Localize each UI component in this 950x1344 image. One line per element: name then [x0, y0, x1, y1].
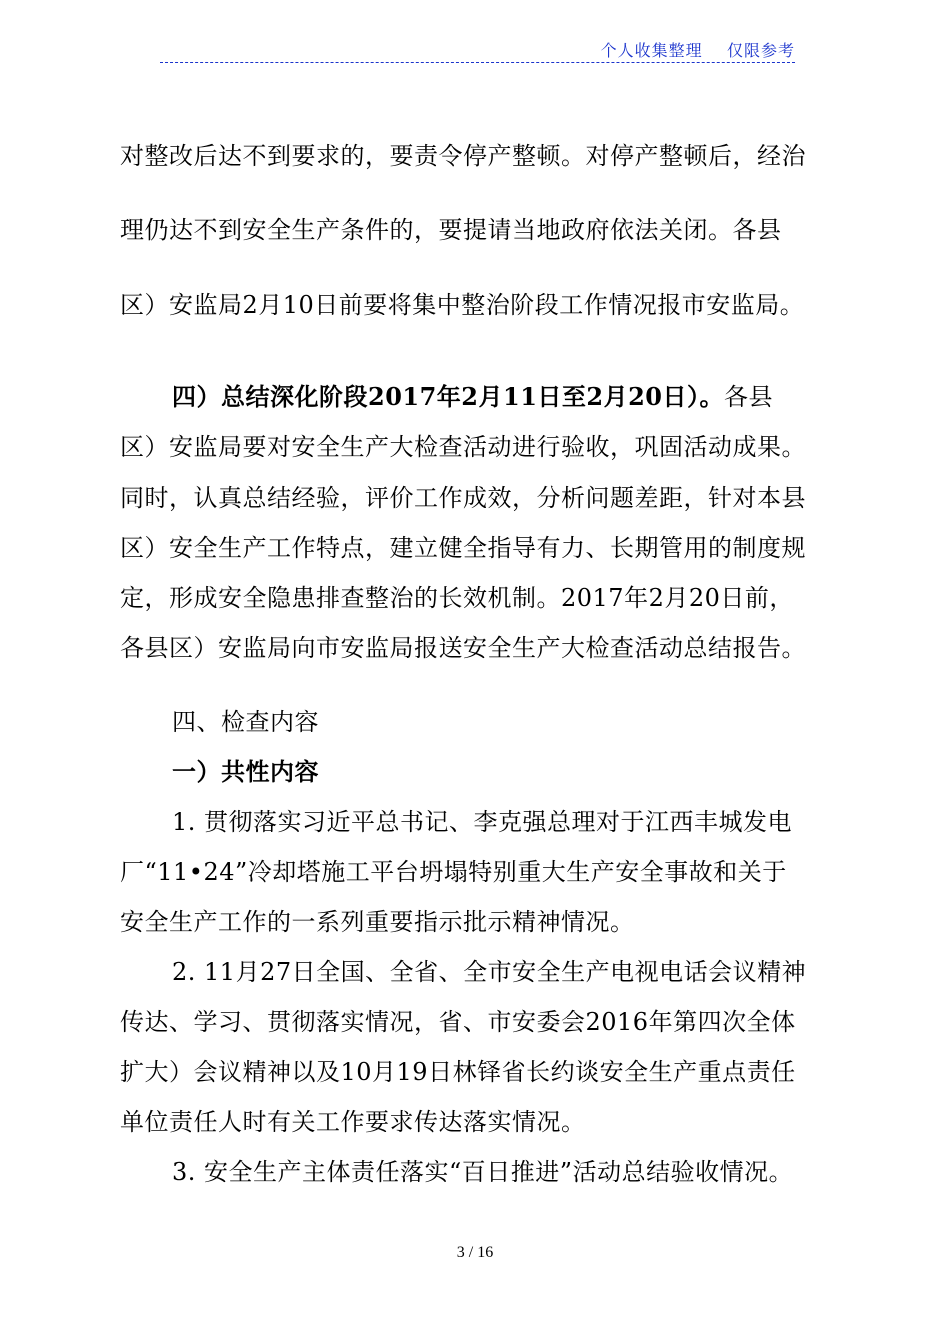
body-line: 扩大）会议精神以及10月19日林铎省长约谈安全生产重点责任: [120, 1058, 796, 1086]
header-text: 个人收集整理 仅限参考: [600, 41, 795, 60]
body-line: 区）安全生产工作特点，建立健全指导有力、长期管用的制度规: [120, 534, 806, 562]
body-line: 同时，认真总结经验，评价工作成效，分析问题差距，针对本县: [120, 484, 806, 512]
body-line: 厂“11•24”冷却塔施工平台坍塌特别重大生产安全事故和关于: [120, 858, 787, 886]
body-line: 各县区）安监局向市安监局报送安全生产大检查活动总结报告。: [120, 634, 806, 662]
list-item-3: 3. 安全生产主体责任落实“百日推进”活动总结验收情况。: [172, 1158, 794, 1186]
list-item-1: 1. 贯彻落实习近平总书记、李克强总理对于江西丰城发电: [172, 808, 793, 836]
page-number: 3 / 16: [456, 1244, 494, 1261]
body-text: 各县: [724, 383, 773, 411]
body-line: 区）安监局2月10日前要将集中整治阶段工作情况报市安监局。: [120, 291, 805, 319]
body-line: 安全生产工作的一系列重要指示批示精神情况。: [120, 908, 635, 936]
body-line: 区）安监局要对安全生产大检查活动进行验收，巩固活动成果。: [120, 433, 806, 461]
section-heading: 四）总结深化阶段2017年2月11日至2月20日）。: [172, 382, 724, 411]
body-line: 理仍达不到安全生产条件的，要提请当地政府依法关闭。各县: [120, 216, 782, 244]
page-header: [160, 38, 795, 63]
body-line: 传达、学习、贯彻落实情况，省、市安委会2016年第四次全体: [120, 1008, 796, 1036]
body-line: 定，形成安全隐患排查整治的长效机制。2017年2月20日前，: [120, 584, 794, 612]
subsection-title: 一）共性内容: [172, 757, 319, 786]
body-line: 对整改后达不到要求的，要责令停产整顿。对停产整顿后，经治: [120, 142, 806, 170]
list-item-2: 2. 11月27日全国、全省、全市安全生产电视电话会议精神: [172, 958, 807, 986]
section-title: 四、检查内容: [172, 708, 319, 736]
body-line: 单位责任人时有关工作要求传达落实情况。: [120, 1108, 586, 1136]
section-heading-line: [120, 377, 840, 412]
